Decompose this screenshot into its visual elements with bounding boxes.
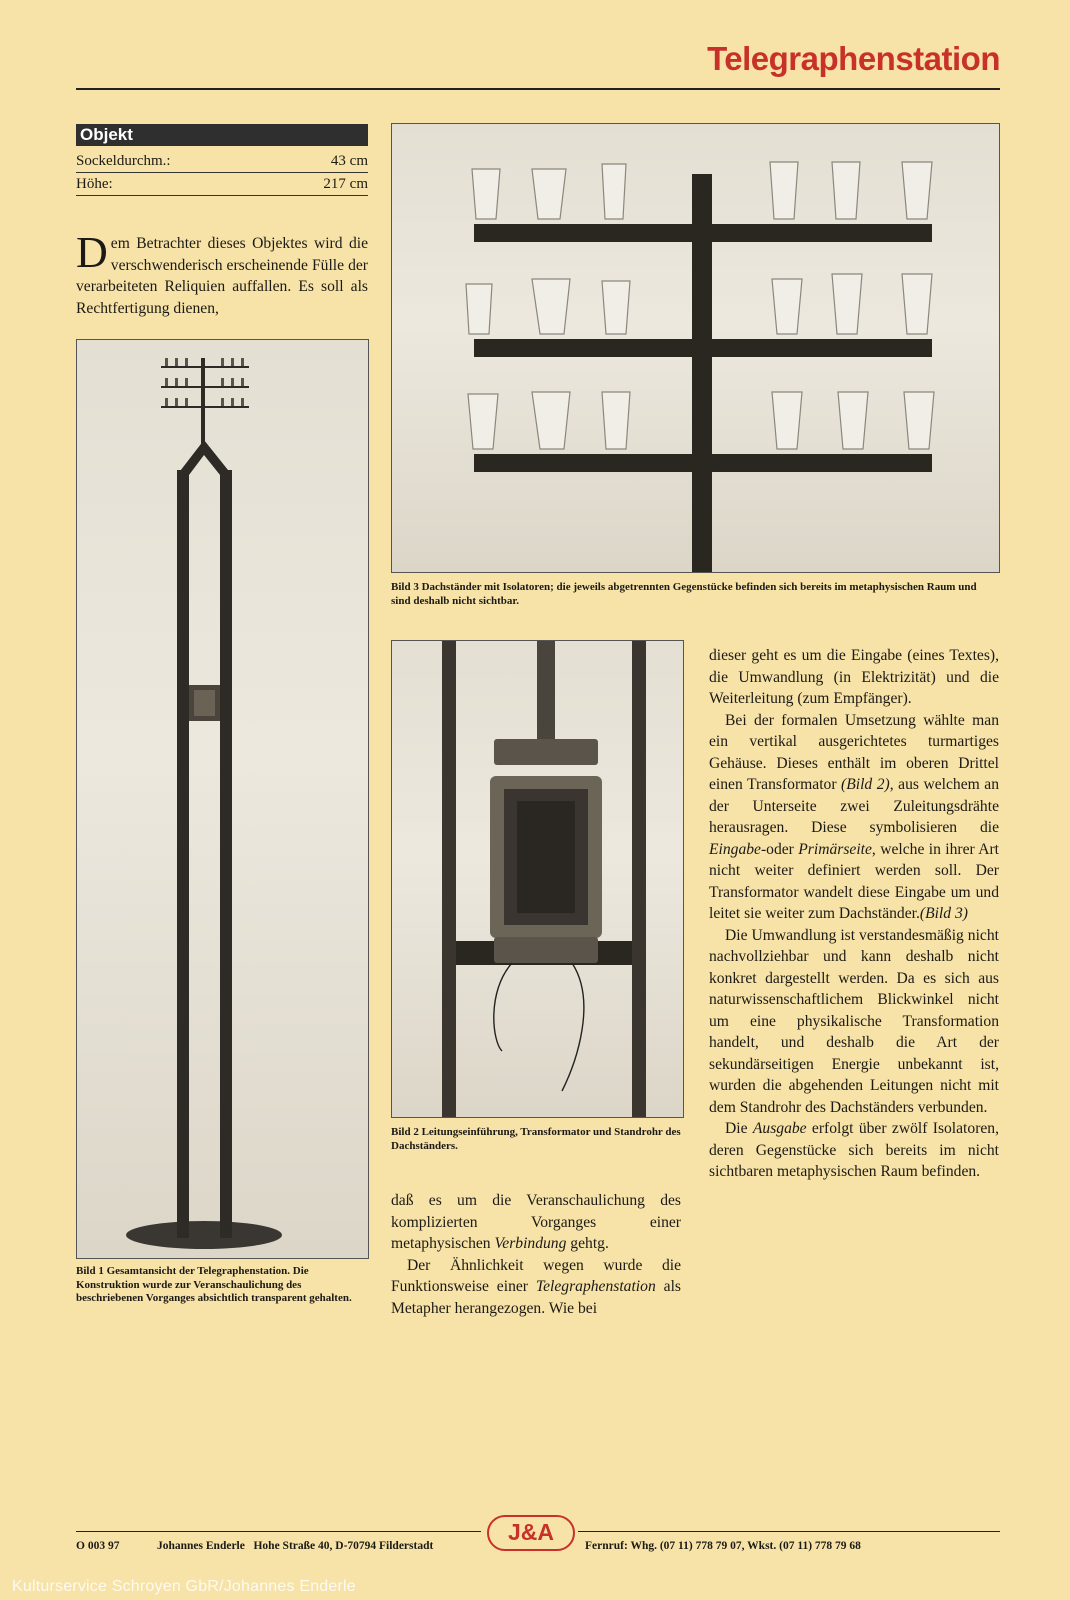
spec-label: Höhe: bbox=[76, 176, 113, 192]
caption-text: Leitungseinführung, Transformator und Standrohr des Dachständers. bbox=[391, 1126, 681, 1152]
photo-bild3-roof-stand bbox=[391, 123, 1000, 573]
spec-row-height bbox=[76, 175, 368, 196]
ja-logo: J&A bbox=[487, 1515, 575, 1551]
paragraph: dieser geht es um die Eingabe (eines Textes), die Umwandlung (in Elektrizität) und die Weiterleitung (zum Empfänger). bbox=[709, 647, 999, 707]
paragraph: Der Ähnlichkeit wegen wurde die Funktionsweise einer Telegraphenstation als Metapher herangezogen. Wie bei bbox=[391, 1256, 681, 1317]
caption-bild3 bbox=[391, 581, 991, 608]
paragraph: daß es um die Veranschaulichung des komplizierten Vorganges einer metaphysischen Verbindung gehtg. bbox=[391, 1192, 681, 1252]
caption-bild2 bbox=[391, 1126, 681, 1153]
footer-phone: Fernruf: Whg. (07 11) 778 79 07, Wkst. (07 11) 778 79 68 bbox=[585, 1540, 861, 1552]
spec-value: 217 cm bbox=[323, 176, 368, 192]
middle-column-text bbox=[391, 1190, 681, 1319]
spec-label: Sockeldurchm.: bbox=[76, 153, 171, 169]
caption-bild1 bbox=[76, 1265, 369, 1306]
footer-address: Johannes Enderle Hohe Straße 40, D-70794 Filderstadt bbox=[157, 1540, 434, 1552]
paragraph: Die Ausgabe erfolgt über zwölf Isolatoren, deren Gegenstücke sich bereits im nicht sichtbaren metaphysischen Raum befinden. bbox=[709, 1120, 1000, 1180]
title-rule bbox=[76, 88, 1000, 90]
caption-label: Bild 2 bbox=[391, 1126, 419, 1138]
caption-text: Gesamtansicht der Telegraphenstation. Die Konstruktion wurde zur Veranschaulichung des beschriebenen Vorganges absichtlich transparent gehalten. bbox=[76, 1265, 352, 1304]
telegraph-station-illustration bbox=[77, 340, 368, 1258]
footer-rule-left bbox=[76, 1531, 481, 1532]
page-title: Telegraphenstation bbox=[707, 40, 1000, 77]
footer-code: O 003 97 bbox=[76, 1540, 120, 1552]
footer-rule-right bbox=[578, 1531, 1000, 1532]
caption-label: Bild 1 bbox=[76, 1265, 104, 1277]
caption-text: Dachständer mit Isolatoren; die jeweils abgetrennten Gegenstücke befinden sich bereits im metaphysischen Raum und sind deshalb nicht sichtbar. bbox=[391, 581, 977, 607]
spec-row-diameter bbox=[76, 152, 368, 173]
right-column-text bbox=[709, 645, 999, 1183]
objekt-heading: Objekt bbox=[76, 124, 368, 146]
watermark: Kulturservice Schroyen GbR/Johannes Enderle bbox=[12, 1578, 356, 1595]
paragraph: Die Umwandlung ist verstandesmäßig nicht nachvollziehbar und kann deshalb nicht konkret dargestellt werden. Da es sich aus naturwissenschaftlichem Blickwinkel nicht um eine physikalische Transformation handelt, und deshalb die Art der sekundärseitigen Energie unbekannt ist, wurden die abgehenden Leitungen nicht mit dem Standrohr des Dachständers verbunden. bbox=[709, 926, 999, 1116]
drop-cap: D bbox=[76, 228, 108, 277]
caption-label: Bild 3 bbox=[391, 581, 419, 593]
spec-value: 43 cm bbox=[330, 153, 368, 169]
photo-bild2-transformer bbox=[391, 640, 684, 1118]
paragraph: Bei der formalen Umsetzung wählte man ein vertikal ausgerichtetes turmartiges Gehäuse. Dieses enthält im oberen Drittel einen Transformator (Bild 2), aus welchem an der Unterseite zwei Zuleitungsdrähte herausragen. Diese symbolisieren die Eingabe-oder Primärseite, welche in ihrer Art nicht weiter definiert werden soll. Der Transformator wandelt diese Eingabe um und leitet sie weiter zum Dachständer.(Bild 3) bbox=[709, 711, 1000, 922]
transformer-illustration bbox=[392, 641, 683, 1117]
intro-paragraph bbox=[76, 228, 368, 319]
roof-stand-illustration bbox=[392, 124, 999, 572]
photo-bild1-telegraph-station bbox=[76, 339, 369, 1259]
intro-text: em Betrachter dieses Objektes wird die verschwenderisch erscheinende Fülle der verarbeiteten Reliquien auffallen. Es soll als Rechtfertigung dienen, bbox=[76, 235, 368, 317]
